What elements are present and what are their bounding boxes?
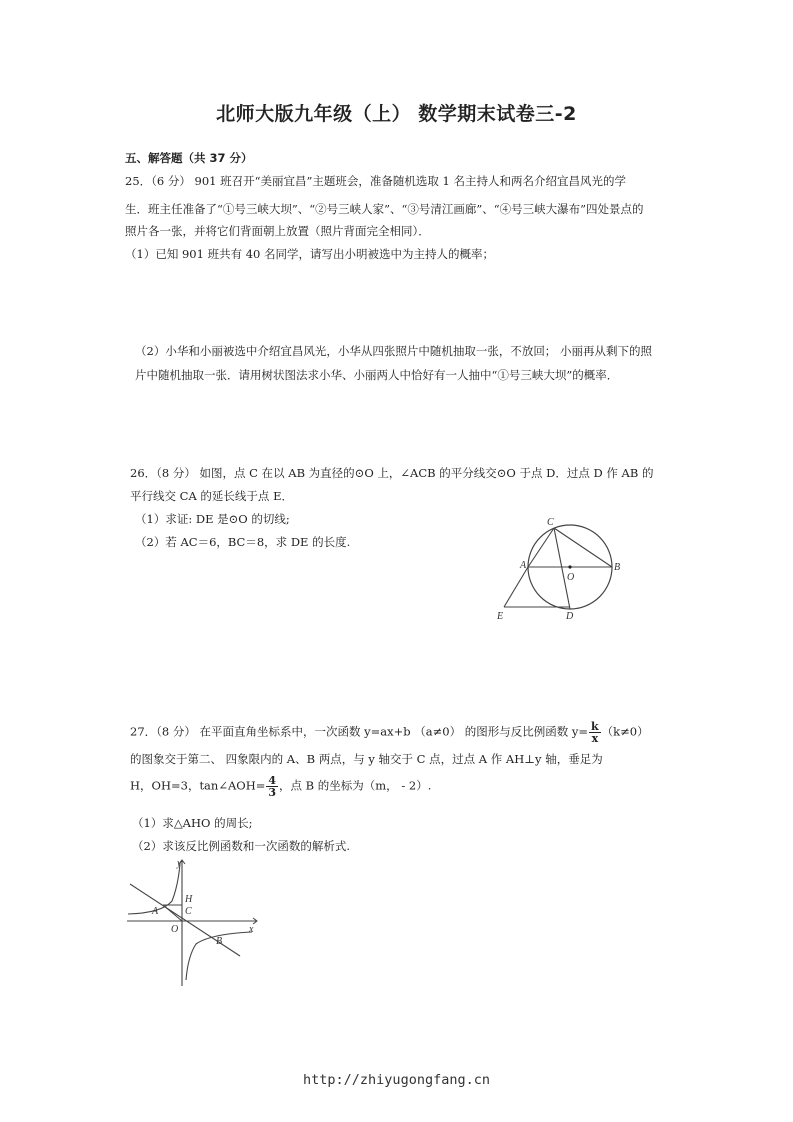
q27-line-1 xyxy=(130,721,649,744)
q25-part-1: （1）已知 901 班共有 40 名同学，请写出小明被选中为主持人的概率； xyxy=(125,247,495,261)
q27-part-1: （1）求△AHO 的周长; xyxy=(132,816,253,830)
q27-line-2: 的图象交于第二、 四象限内的 A、B 两点，与 y 轴交于 C 点，过点 A 作 AH⊥y 轴，垂足为 xyxy=(130,752,603,766)
label-c: C xyxy=(547,517,554,528)
q26-part-1: （1）求证: DE 是⊙O 的切线; xyxy=(135,512,290,526)
fraction-numerator: k xyxy=(591,720,599,733)
label-a: A xyxy=(520,560,527,571)
q25-line-3: 照片各一张，并将它们背面朝上放置（照片背面完全相同）． xyxy=(125,224,430,238)
q27-line-1-text: 27．（8 分） 在平面直角坐标系中，一次函数 y=ax+b （a≠0） 的图形与反比例函数 y= xyxy=(130,724,589,739)
label-y: y xyxy=(177,858,182,869)
segment-ao xyxy=(163,905,182,921)
fraction-tan-value xyxy=(266,775,278,798)
label-x: x xyxy=(249,924,254,935)
q25-part-2a: （2）小华和小丽被选中介绍宜昌风光，小华从四张照片中随机抽取一张，不放回； 小丽再从剩下的照 xyxy=(135,344,652,358)
label-a: A xyxy=(152,906,159,917)
q27-part-2: （2）求该反比例函数和一次函数的解析式. xyxy=(132,839,350,853)
section-heading: 五、解答题（共 37 分） xyxy=(125,151,253,165)
coordinate-graph-figure xyxy=(122,856,267,991)
segment-cd xyxy=(554,528,570,609)
fraction-denominator: 3 xyxy=(268,786,277,799)
extension-ae xyxy=(504,567,528,607)
q27-line-3 xyxy=(130,775,431,798)
label-o: O xyxy=(567,572,575,583)
q25-line-2: 生．班主任准备了“①号三峡大坝”、“②号三峡人家”、“③号清江画廊”、“④号三峡大瀑布”四处景点的 xyxy=(125,202,644,216)
q26-part-2: （2）若 AC＝6，BC＝8，求 DE 的长度. xyxy=(135,535,351,549)
q27-line-1-suffix: （k≠0） xyxy=(601,724,649,739)
segment-ca xyxy=(528,528,554,567)
segment-cb xyxy=(554,528,612,567)
label-e: E xyxy=(497,611,504,622)
q26-line-1: 26．（8 分） 如图，点 C 在以 AB 为直径的⊙O 上，∠ACB 的平分线交⊙O 于点 D．过点 D 作 AB 的 xyxy=(130,466,654,480)
q25-part-2b: 片中随机抽取一张．请用树状图法求小华、小丽两人中恰好有一人抽中“①号三峡大坝”的概率． xyxy=(135,368,619,382)
q26-line-2: 平行线交 CA 的延长线于点 E． xyxy=(130,489,293,503)
label-h: H xyxy=(185,894,193,905)
center-point-o xyxy=(568,565,571,568)
q25-line-1: 25．（6 分） 901 班召开“美丽宜昌”主题班会，准备随机选取 1 名主持人和两名介绍宜昌风光的学 xyxy=(125,174,626,188)
fraction-k-over-x xyxy=(589,721,601,744)
label-o: O xyxy=(171,924,179,935)
label-d: D xyxy=(566,611,574,622)
circle-geometry-figure xyxy=(490,510,630,625)
label-c: C xyxy=(185,906,192,917)
page-title: 北师大版九年级（上） 数学期末试卷三-2 xyxy=(216,103,577,125)
footer-url: http://zhiyugongfang.cn xyxy=(303,1072,490,1088)
q27-line-3-suffix: ，点 B 的坐标为（m， - 2）. xyxy=(279,778,432,793)
label-b: B xyxy=(614,562,621,573)
fraction-numerator: 4 xyxy=(268,774,277,787)
fraction-denominator: x xyxy=(591,732,599,745)
label-b: B xyxy=(216,936,223,947)
q27-line-3-text: H，OH=3，tan∠AOH= xyxy=(130,778,266,793)
